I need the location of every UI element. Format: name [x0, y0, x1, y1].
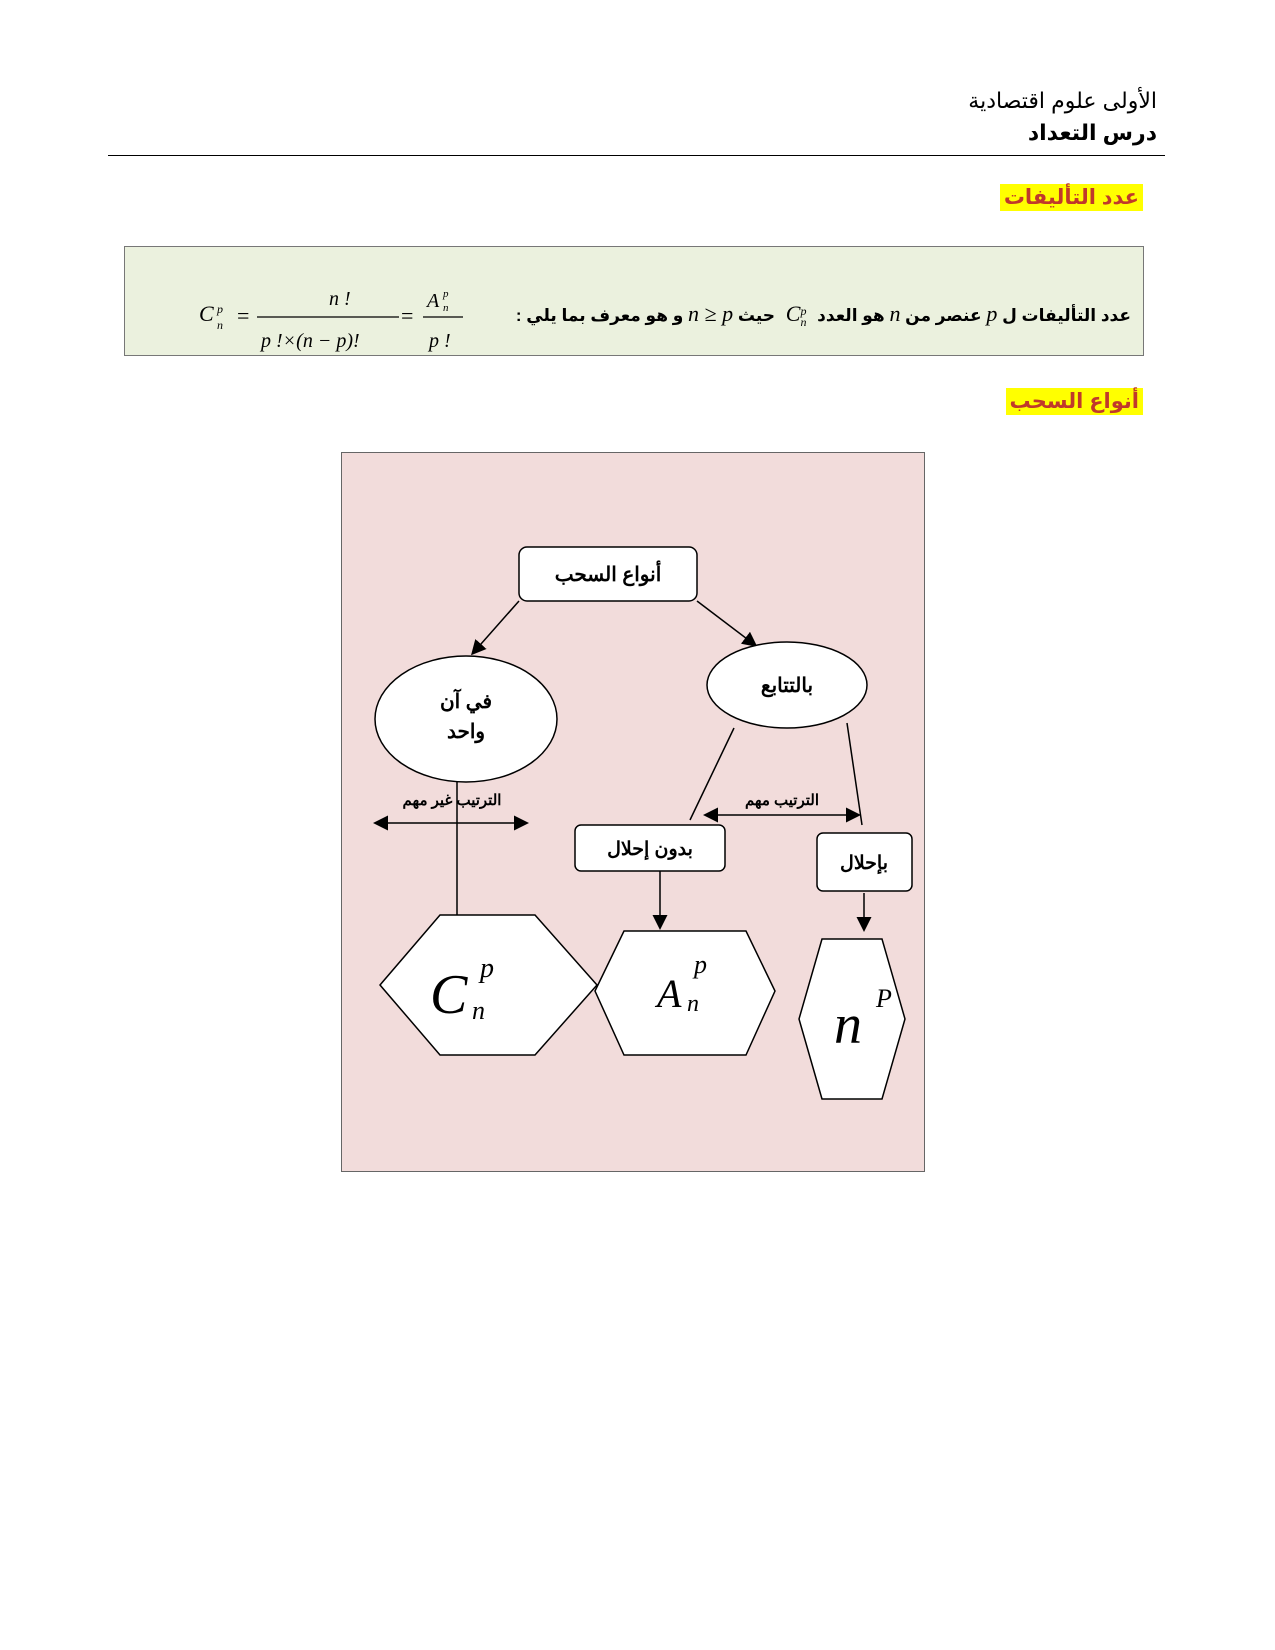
definition-text-part2: عنصر من	[905, 306, 982, 325]
arrow-root-to-simultaneous	[473, 601, 519, 653]
var-n: n	[889, 301, 901, 326]
formula-numerator-2-sub: n	[443, 302, 449, 314]
result-C-sup: p	[480, 953, 494, 984]
arrangement-hexagon	[595, 931, 775, 1055]
combination-formula	[199, 277, 489, 367]
line-successive-to-without	[690, 728, 734, 820]
var-p: p	[986, 301, 998, 326]
formula-lhs-sub: n	[217, 318, 223, 332]
diagram-canvas	[342, 453, 924, 1171]
definition-text-part5: و هو معرف بما يلي :	[515, 306, 684, 325]
section-title-draw-types: أنواع السحب	[1006, 388, 1143, 415]
formula-eq-2: =	[401, 303, 414, 328]
formula-numerator-2-sup: p	[443, 288, 449, 300]
definition-text-part3: هو العدد	[817, 306, 885, 325]
formula-eq-1: =	[237, 303, 250, 328]
formula-denominator-2: p !	[429, 330, 451, 352]
result-power-sup: P	[876, 984, 892, 1013]
simultaneous-label-1: في آن	[439, 691, 493, 713]
line-successive-to-with	[847, 723, 862, 825]
root-label: أنواع السحب	[554, 564, 662, 586]
order-not-important-label: الترتيب غير مهم	[402, 792, 502, 809]
condition: n ≥ p	[688, 301, 734, 326]
section-title-combinations: عدد التأليفات	[1000, 184, 1143, 211]
symbol-C-sub: n	[800, 314, 807, 329]
without-replacement-label: بدون إحلال	[607, 839, 693, 860]
simultaneous-ellipse	[375, 656, 557, 782]
definition-text-part4: حيث	[737, 306, 776, 325]
header-divider	[108, 155, 1165, 156]
arrow-root-to-successive	[697, 601, 755, 645]
result-A-base: A	[657, 971, 682, 1016]
formula-lhs-C: C	[199, 301, 214, 326]
successive-label: بالتتابع	[760, 675, 814, 697]
definition-text	[516, 301, 1131, 328]
result-A-sup: p	[694, 950, 707, 979]
draw-types-diagram	[341, 452, 925, 1172]
simultaneous-label-2: واحد	[446, 721, 486, 743]
definition-box	[124, 246, 1144, 356]
with-replacement-label: بإحلال	[840, 853, 888, 874]
definition-text-part1: عدد التأليفات ل	[1002, 306, 1131, 325]
result-A-sub: n	[687, 991, 699, 1017]
result-C-base: C	[430, 964, 468, 1026]
combination-hexagon	[380, 915, 597, 1055]
formula-lhs-sup: p	[217, 302, 223, 316]
result-C-sub: n	[472, 996, 485, 1025]
result-power-base: n	[834, 994, 862, 1056]
symbol-C: C	[785, 301, 801, 326]
formula-numerator-2-A: A	[427, 290, 440, 312]
symbol-C-sup: p	[800, 303, 807, 318]
header-lesson-title: درس التعداد	[1027, 120, 1157, 145]
formula-numerator-1: n !	[329, 288, 351, 310]
header-level: الأولى علوم اقتصادية	[968, 88, 1157, 113]
formula-denominator-1: p !×(n − p)!	[261, 330, 360, 352]
order-important-label: الترتيب مهم	[744, 792, 820, 809]
